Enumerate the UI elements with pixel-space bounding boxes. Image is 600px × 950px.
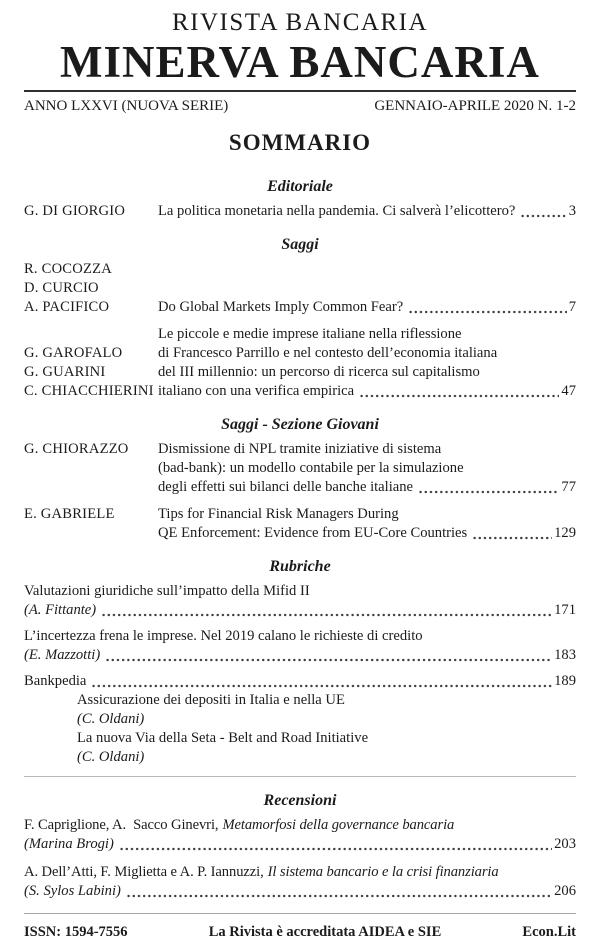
toc-row bbox=[24, 863, 576, 882]
author-spacer bbox=[24, 478, 158, 497]
toc-row bbox=[24, 882, 576, 901]
rubric-item bbox=[24, 627, 576, 665]
issue-anno: ANNO LXXVI (NUOVA SERIE) bbox=[24, 98, 229, 114]
toc-row bbox=[24, 524, 576, 543]
issn-label: ISSN: 1594-7556 bbox=[24, 924, 128, 940]
issue-line bbox=[24, 97, 576, 115]
toc-row bbox=[24, 325, 576, 344]
section-heading-saggi-giovani: Saggi - Sezione Giovani bbox=[221, 416, 379, 433]
toc-row bbox=[77, 691, 576, 710]
toc-row bbox=[77, 729, 576, 748]
toc-row bbox=[24, 440, 576, 459]
title-line: degli effetti sui bilanci delle banche italiane bbox=[158, 479, 414, 495]
review-reviewer: (Marina Brogi) bbox=[24, 836, 114, 852]
page-number: 183 bbox=[554, 647, 576, 663]
author-name: E. GABRIELE bbox=[24, 506, 115, 522]
rubric-sub-byline: (C. Oldani) bbox=[77, 711, 145, 727]
toc-row bbox=[24, 505, 576, 524]
review-authors: F. Capriglione, A. Sacco Ginevri, bbox=[24, 817, 219, 833]
toc-row bbox=[24, 627, 576, 646]
review-book-title: Il sistema bancario e la crisi finanziaria bbox=[267, 864, 499, 880]
rubric-byline: (E. Mazzotti) bbox=[24, 647, 101, 663]
review-reviewer: (S. Sylos Labini) bbox=[24, 883, 121, 899]
toc-entry bbox=[24, 505, 576, 543]
toc-entry bbox=[24, 260, 576, 317]
toc-row bbox=[24, 363, 576, 382]
toc-row bbox=[24, 478, 576, 497]
review-book-title: Metamorfosi della governance bancaria bbox=[222, 817, 455, 833]
page-number: 206 bbox=[554, 883, 576, 899]
rubric-subitems bbox=[77, 691, 576, 767]
toc-row bbox=[24, 672, 576, 691]
section-divider-rule bbox=[24, 776, 576, 777]
author-name: A. PACIFICO bbox=[24, 299, 110, 315]
header-rule bbox=[24, 90, 576, 92]
title-line: di Francesco Parrillo e nel contesto dell’economia italiana bbox=[158, 345, 498, 361]
dot-leader bbox=[418, 478, 559, 497]
rubric-item bbox=[24, 672, 576, 767]
title-line: italiano con una verifica empirica bbox=[158, 383, 355, 399]
rubric-title: L’incertezza frena le imprese. Nel 2019 calano le richieste di credito bbox=[24, 628, 423, 644]
rubric-sub-byline: (C. Oldani) bbox=[77, 749, 145, 765]
page-number: 129 bbox=[554, 525, 576, 541]
toc-entry bbox=[24, 325, 576, 401]
section-heading-saggi: Saggi bbox=[281, 236, 319, 253]
review-item bbox=[24, 863, 576, 901]
toc-row bbox=[24, 459, 576, 478]
toc-row bbox=[77, 748, 576, 767]
title-line: Le piccole e medie imprese italiane nella riflessione bbox=[158, 326, 462, 342]
toc-row bbox=[24, 260, 576, 279]
dot-leader bbox=[359, 382, 559, 401]
author-spacer bbox=[24, 325, 158, 344]
page-number: 47 bbox=[561, 383, 576, 399]
rubric-title: Bankpedia bbox=[24, 673, 87, 689]
section-heading-editoriale: Editoriale bbox=[267, 178, 333, 195]
title-line: Dismissione di NPL tramite iniziative di sistema bbox=[158, 441, 442, 457]
title-line: Do Global Markets Imply Common Fear? bbox=[158, 299, 404, 315]
page-number: 3 bbox=[568, 203, 576, 219]
toc-row bbox=[24, 279, 576, 298]
section-heading-rubriche: Rubriche bbox=[269, 558, 331, 575]
author-spacer bbox=[24, 459, 158, 478]
author-name: D. CURCIO bbox=[24, 280, 99, 296]
title-line: Tips for Financial Risk Managers During bbox=[158, 506, 399, 522]
page-footer bbox=[24, 913, 576, 950]
toc-row bbox=[24, 202, 576, 221]
title-line: QE Enforcement: Evidence from EU-Core Countries bbox=[158, 525, 468, 541]
author-spacer bbox=[24, 524, 158, 543]
toc-row bbox=[24, 582, 576, 601]
dot-leader bbox=[472, 524, 552, 543]
author-name: R. COCOZZA bbox=[24, 261, 112, 277]
title-line: (bad-bank): un modello contabile per la simulazione bbox=[158, 460, 464, 476]
dot-leader bbox=[520, 202, 566, 221]
dot-leader bbox=[105, 646, 552, 665]
rubric-item bbox=[24, 582, 576, 620]
toc-row bbox=[24, 816, 576, 835]
toc-entry bbox=[24, 440, 576, 497]
author-name: G. DI GIORGIO bbox=[24, 203, 126, 219]
section-heading-recensioni: Recensioni bbox=[263, 792, 337, 809]
dot-leader bbox=[408, 298, 566, 317]
toc-entry bbox=[24, 202, 576, 221]
rubric-byline: (A. Fittante) bbox=[24, 602, 97, 618]
econlit-label: Econ.Lit bbox=[522, 924, 576, 940]
rubric-sub-title: La nuova Via della Seta - Belt and Road Initiative bbox=[77, 730, 369, 746]
page-number: 77 bbox=[561, 479, 576, 495]
page-title: SOMMARIO bbox=[228, 130, 372, 155]
page-number: 7 bbox=[568, 299, 576, 315]
accreditation-label: La Rivista è accreditata AIDEA e SIE bbox=[208, 924, 442, 940]
title-line: del III millennio: un percorso di ricerca sul capitalismo bbox=[158, 364, 480, 380]
page-number: 203 bbox=[554, 836, 576, 852]
toc-row bbox=[24, 835, 576, 854]
dot-leader bbox=[119, 835, 552, 854]
author-name: C. CHIACCHIERINI bbox=[24, 383, 154, 399]
toc-row bbox=[24, 382, 576, 401]
review-authors: A. Dell’Atti, F. Miglietta e A. P. Iannuzzi, bbox=[24, 864, 264, 880]
toc-row bbox=[24, 601, 576, 620]
toc-row bbox=[77, 710, 576, 729]
dot-leader bbox=[126, 882, 552, 901]
journal-title: MINERVA BANCARIA bbox=[60, 37, 540, 87]
author-name: G. GUARINI bbox=[24, 364, 106, 380]
series-title: RIVISTA BANCARIA bbox=[171, 9, 429, 36]
page-number: 189 bbox=[554, 673, 576, 689]
author-name: G. GAROFALO bbox=[24, 345, 123, 361]
dot-leader bbox=[101, 601, 552, 620]
title-line: La politica monetaria nella pandemia. Ci salverà l’elicottero? bbox=[158, 203, 516, 219]
toc-row bbox=[24, 298, 576, 317]
toc-row bbox=[24, 344, 576, 363]
issue-date: GENNAIO-APRILE 2020 N. 1-2 bbox=[374, 98, 576, 114]
review-item bbox=[24, 816, 576, 854]
rubric-sub-title: Assicurazione dei depositi in Italia e nella UE bbox=[77, 692, 345, 708]
rubric-title: Valutazioni giuridiche sull’impatto della Mifid II bbox=[24, 583, 310, 599]
author-name: G. CHIORAZZO bbox=[24, 441, 129, 457]
dot-leader bbox=[91, 672, 552, 691]
toc-row bbox=[24, 646, 576, 665]
page-number: 171 bbox=[554, 602, 576, 618]
